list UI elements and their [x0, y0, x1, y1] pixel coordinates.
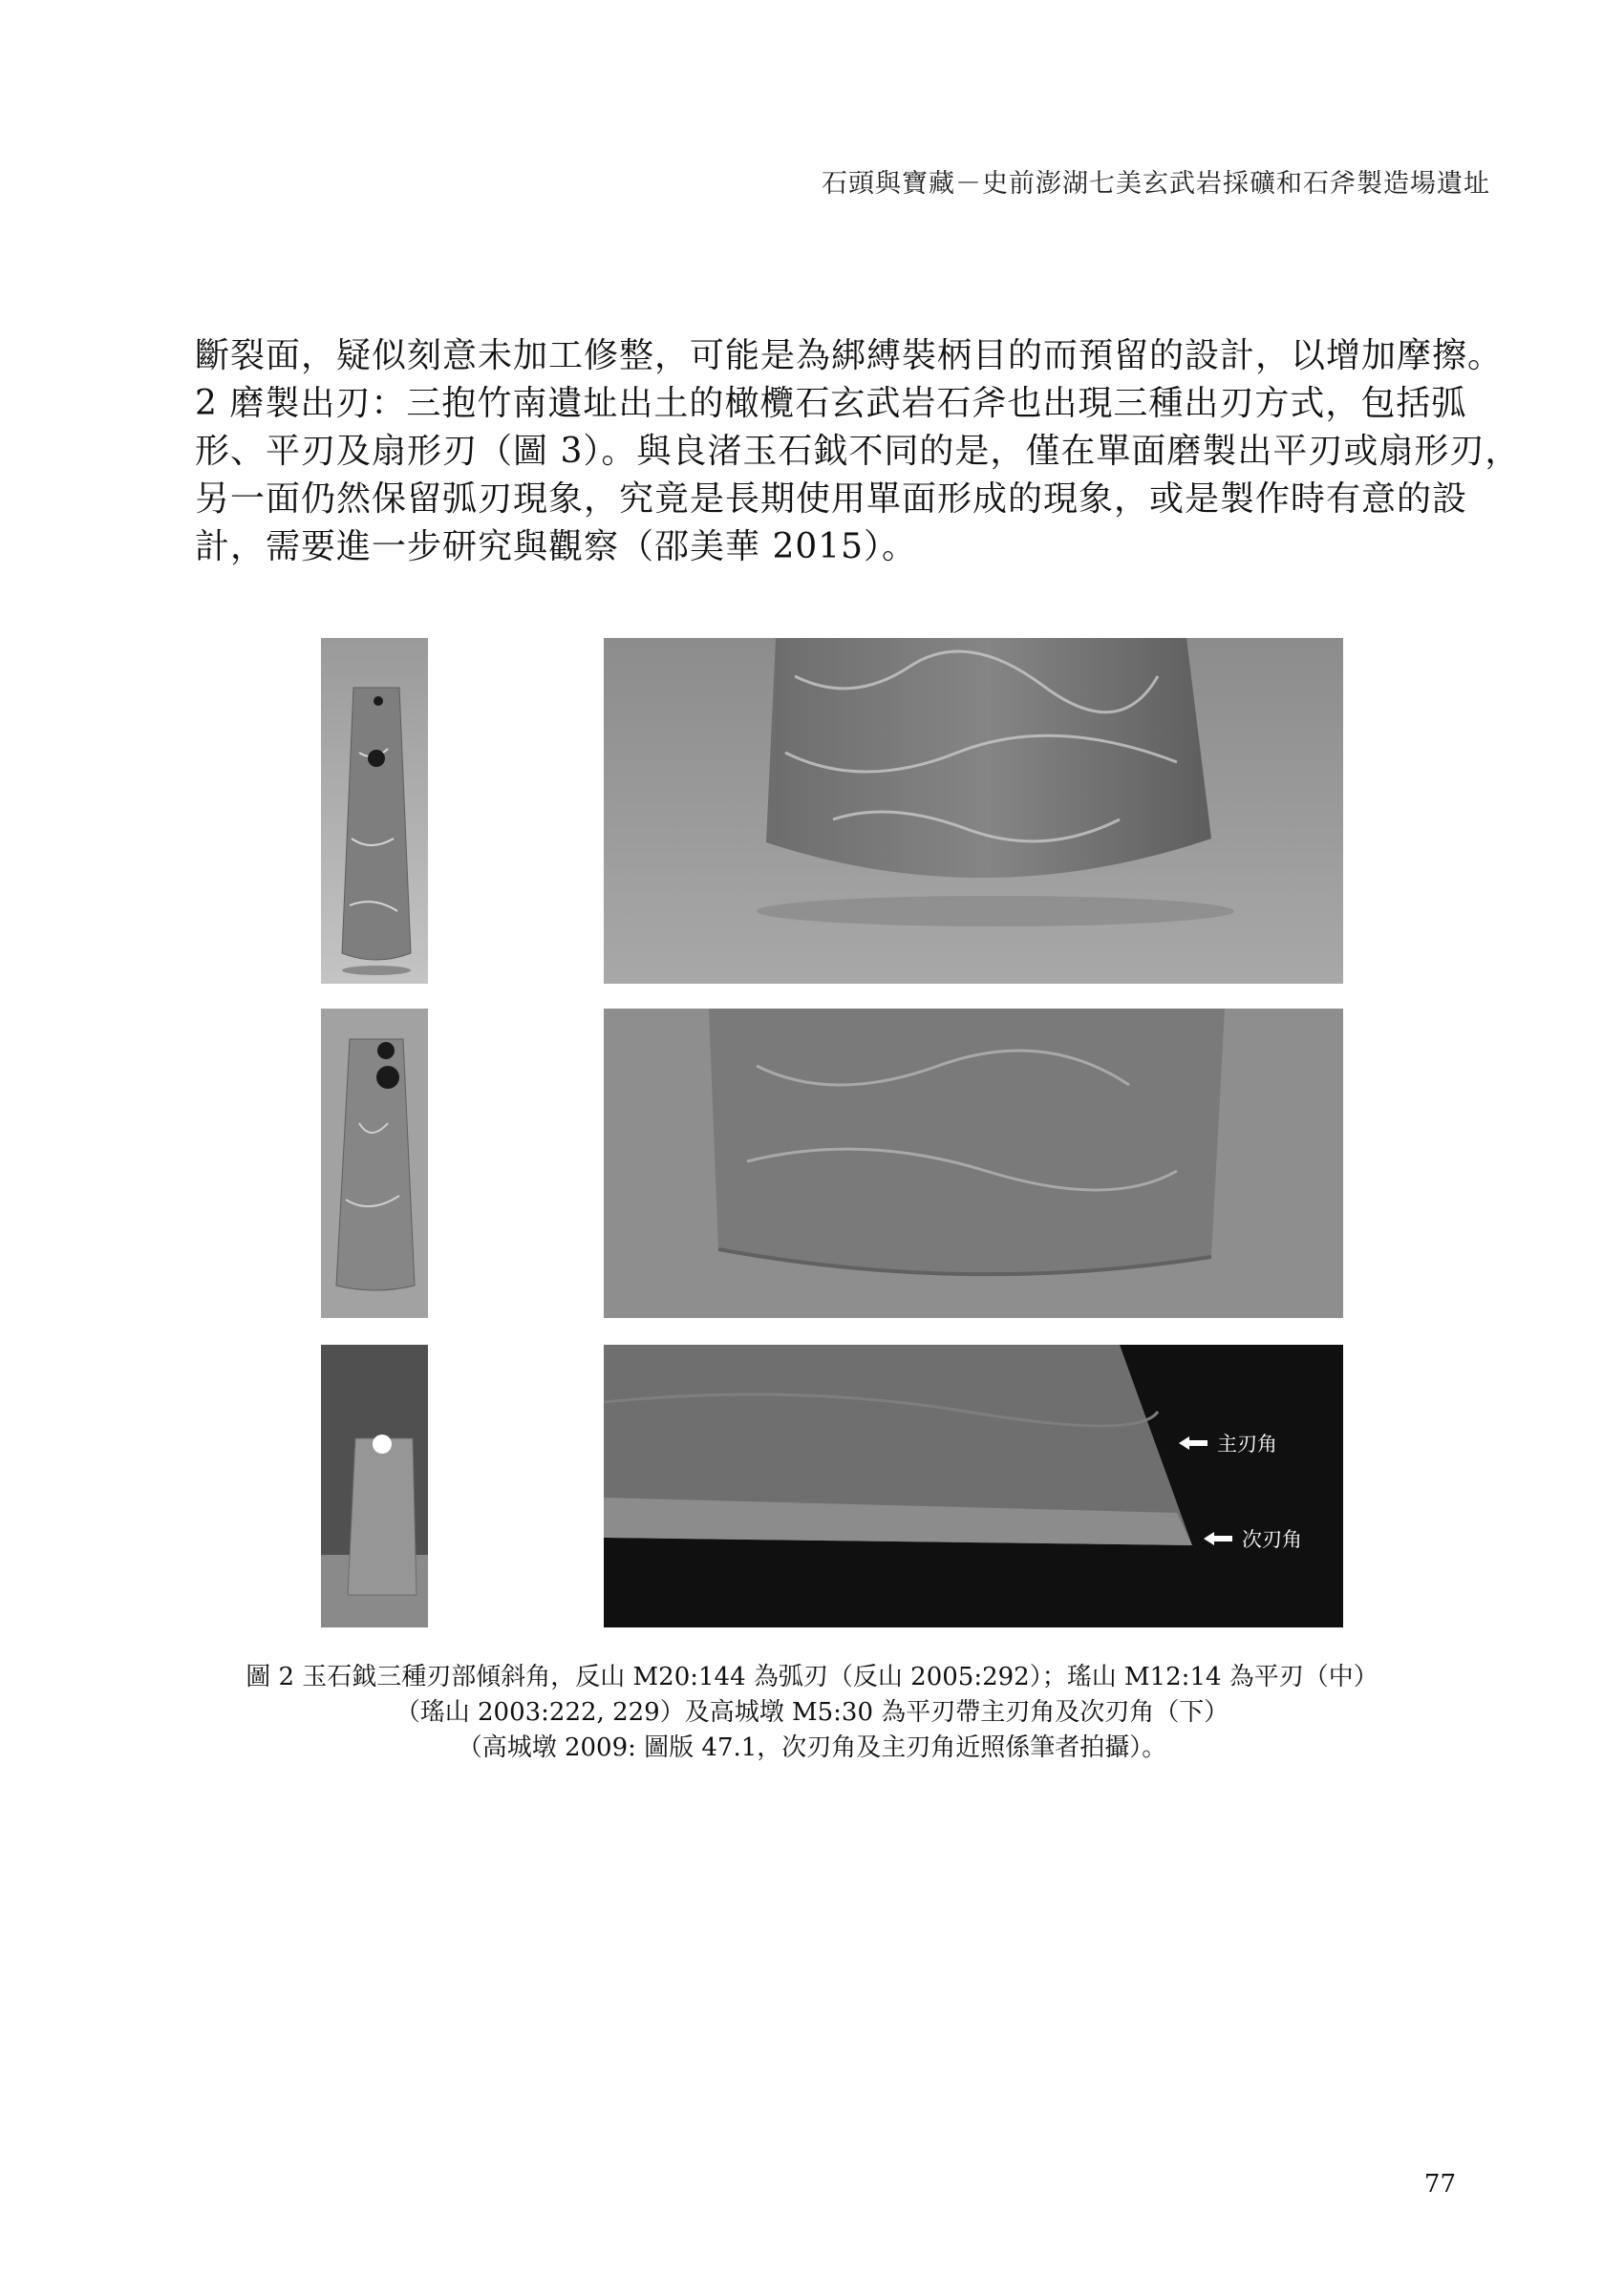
body-line: 計，需要進一步研究與觀察（邵美華 2015）。	[195, 527, 918, 566]
photo-edge-angle-closeup	[604, 1345, 1343, 1627]
photo-curved-edge-whole	[321, 638, 428, 984]
photo-edge-angle-whole	[321, 1345, 428, 1627]
body-line: 形、平刃及扇形刃（圖 3）。與良渚玉石鉞不同的是，僅在單面磨製出平刃或扇形刃，	[195, 432, 1521, 471]
caption-line: （高城墩 2009: 圖版 47.1，次刃角及主刃角近照係筆者拍攝）。	[457, 1733, 1167, 1762]
photo-curved-edge-closeup	[604, 638, 1343, 984]
body-line: 斷裂面，疑似刻意未加工修整，可能是為綁縛裝柄目的而預留的設計，以增加摩擦。	[195, 336, 1504, 375]
body-line: 2 磨製出刃：三抱竹南遺址出土的橄欖石玄武岩石斧也出現三種出刃方式，包括弧	[195, 384, 1467, 423]
running-head: 石頭與寶藏－史前澎湖七美玄武岩採礦和石斧製造場遺址	[822, 169, 1490, 199]
annotation-secondary-edge	[1204, 1524, 1302, 1553]
annotation-secondary-edge-label: 次刃角	[1242, 1528, 1302, 1551]
photo-flat-edge-whole	[321, 1009, 428, 1318]
body-line: 另一面仍然保留弧刃現象，究竟是長期使用單面形成的現象，或是製作時有意的設	[195, 479, 1468, 519]
arrow-left-icon	[1179, 1436, 1207, 1450]
photo-flat-edge-closeup	[604, 1009, 1343, 1318]
arrow-left-icon	[1204, 1532, 1232, 1545]
figure-caption	[162, 1660, 1462, 1766]
caption-line: （瑤山 2003:222, 229）及高城墩 M5:30 為平刃帶主刃角及次刃角（下）	[395, 1698, 1229, 1727]
page-number: 77	[1423, 2170, 1456, 2199]
caption-line: 圖 2 玉石鉞三種刃部傾斜角，反山 M20:144 為弧刃（反山 2005:292）；瑤山 M12:14 為平刃（中）	[246, 1663, 1378, 1691]
body-paragraph	[195, 332, 1521, 571]
figure-2	[321, 638, 1343, 1627]
annotation-main-edge-label: 主刃角	[1217, 1433, 1277, 1456]
annotation-main-edge	[1179, 1429, 1277, 1457]
